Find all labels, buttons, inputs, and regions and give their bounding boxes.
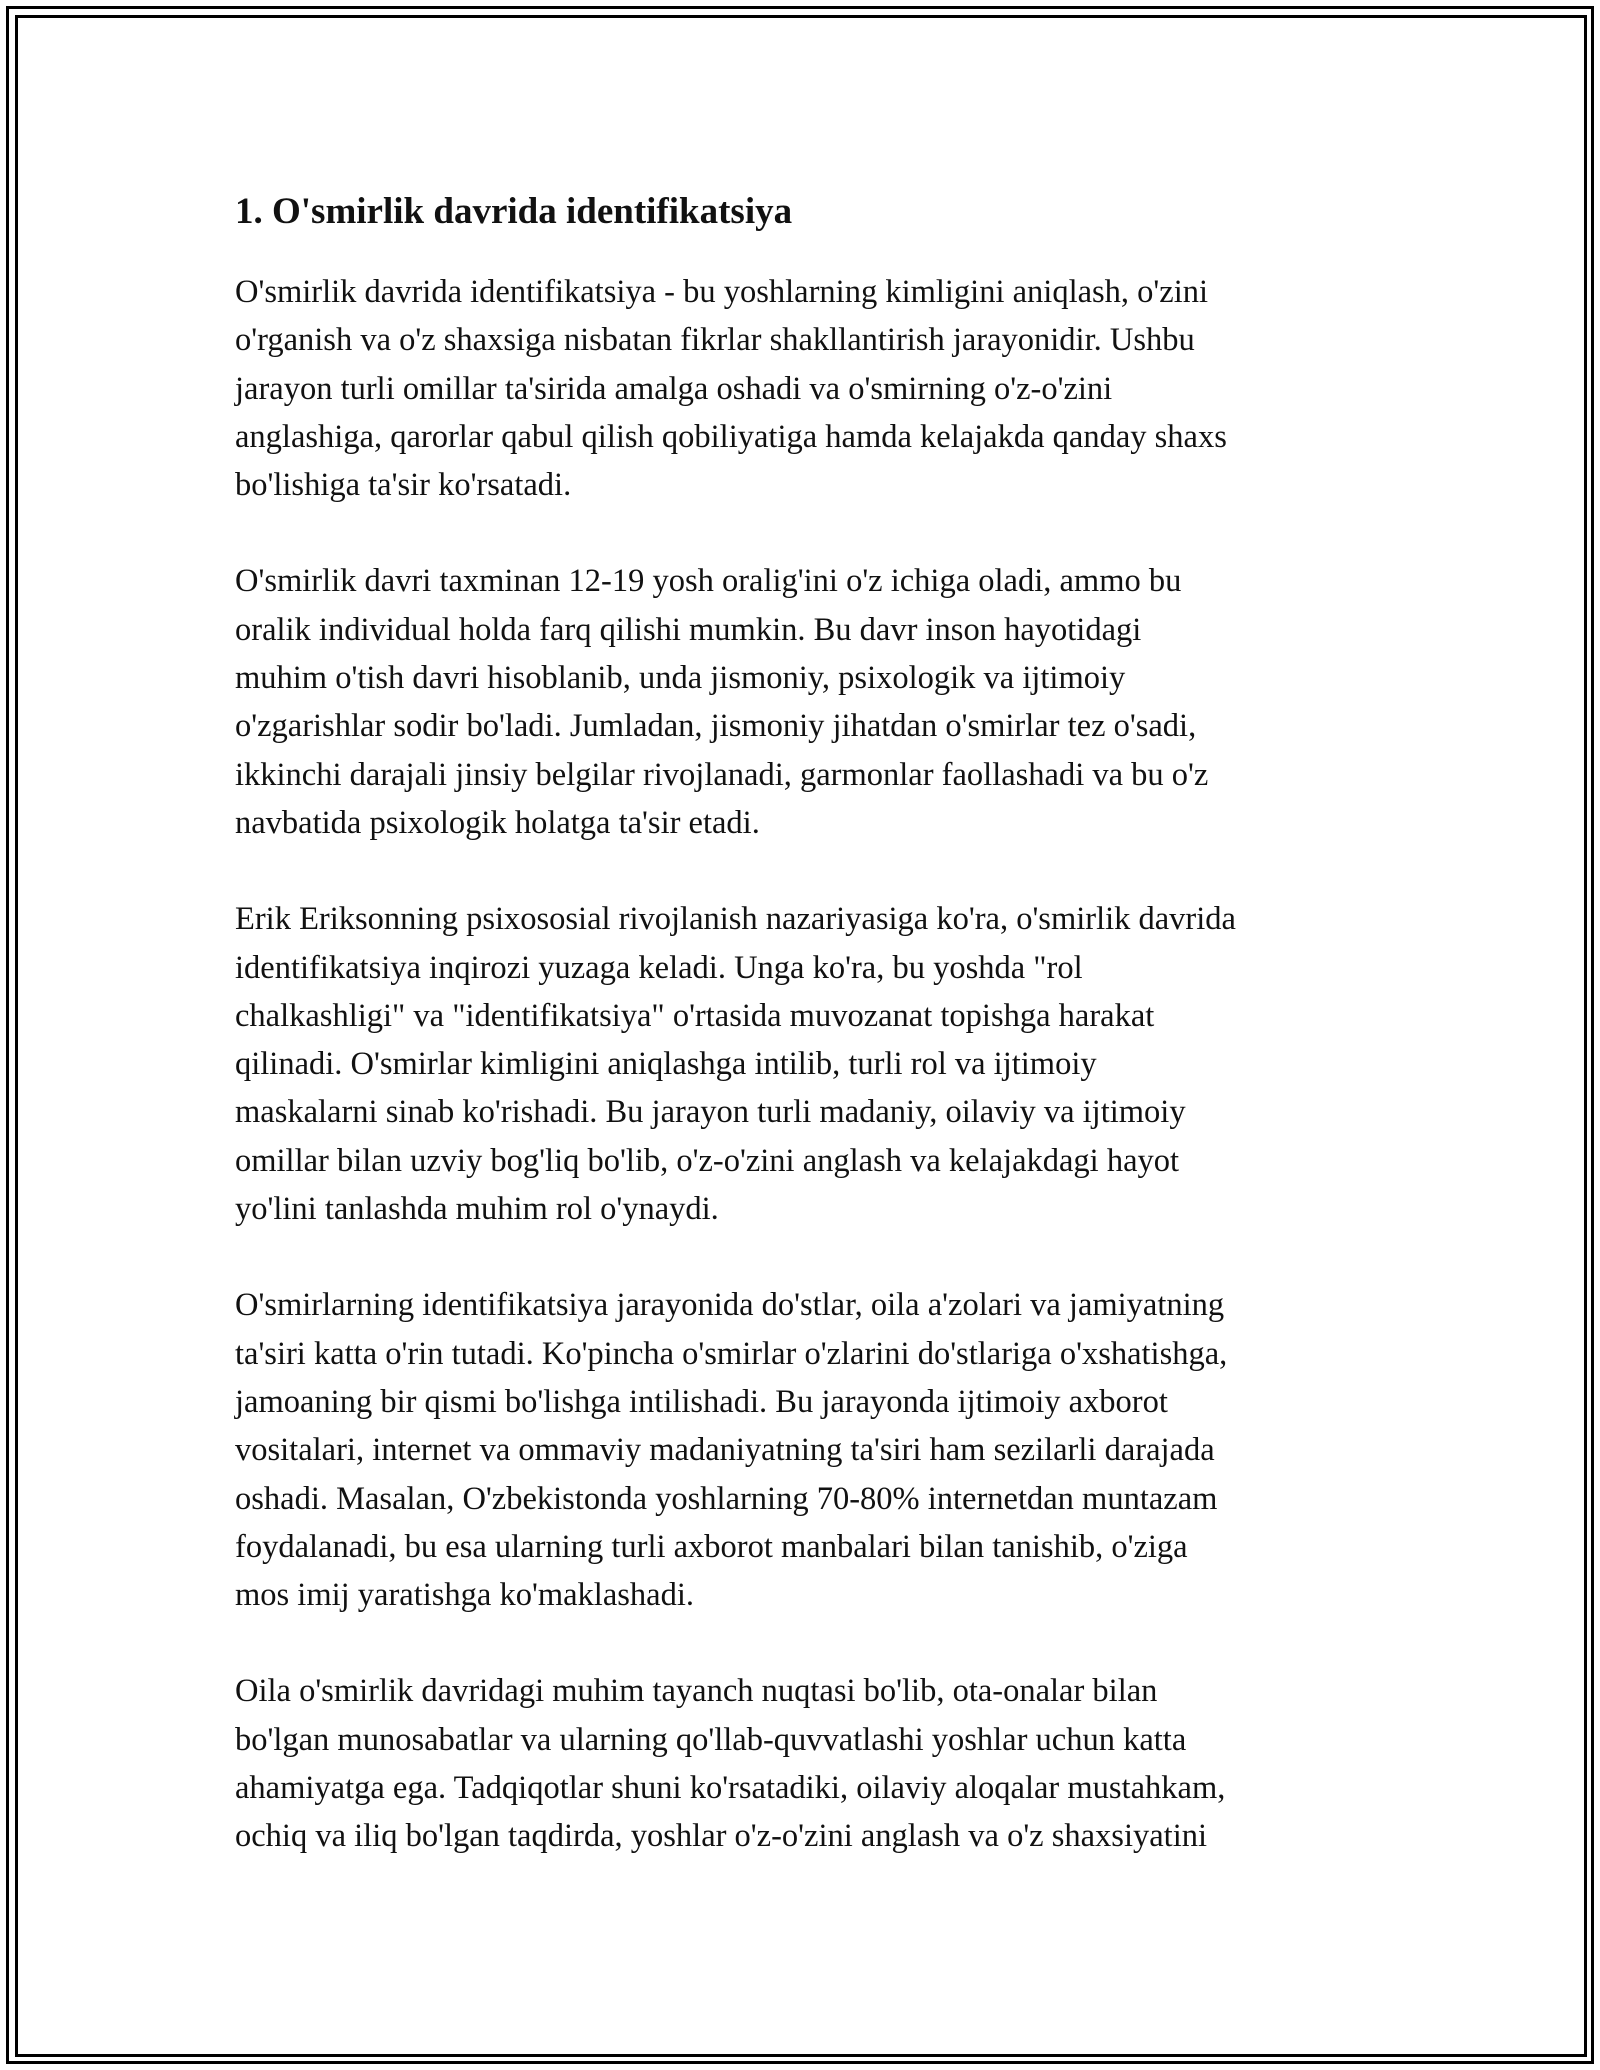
paragraph-line: O'smirlik davrida identifikatsiya - bu yoshlarning kimligini aniqlash, o'zini: [235, 274, 1209, 310]
paragraph-line: jarayon turli omillar ta'sirida amalga oshadi va o'smirning o'z-o'zini: [235, 370, 1113, 407]
paragraph-line: Erik Eriksonning psixososial rivojlanish nazariyasiga ko'ra, o'smirlik davrida: [235, 901, 1236, 938]
paragraph-line: yo'lini tanlashda muhim rol o'ynaydi.: [235, 1191, 719, 1228]
paragraph: [235, 268, 1385, 509]
paragraph-line: jamoaning bir qismi bo'lishga intilishadi. Bu jarayonda ijtimoiy axborot: [235, 1383, 1168, 1420]
paragraph-line: foydalanadi, bu esa ularning turli axborot manbalari bilan tanishib, o'ziga: [235, 1528, 1188, 1565]
paragraph-line: mos imij yaratishga ko'maklashadi.: [235, 1577, 694, 1614]
paragraph-line: muhim o'tish davri hisoblanib, unda jismoniy, psixologik va ijtimoiy: [235, 660, 1126, 697]
paragraph-line: oralik individual holda farq qilishi mumkin. Bu davr inson hayotidagi: [235, 611, 1142, 648]
paragraph-line: o'zgarishlar sodir bo'ladi. Jumladan, jismoniy jihatdan o'smirlar tez o'sadi,: [235, 708, 1197, 745]
paragraph-line: ahamiyatga ega. Tadqiqotlar shuni ko'rsatadiki, oilaviy aloqalar mustahkam,: [235, 1770, 1226, 1807]
paragraph-line: oshadi. Masalan, O'zbekistonda yoshlarning 70-80% internetdan muntazam: [235, 1480, 1218, 1517]
paragraph-line: identifikatsiya inqirozi yuzaga keladi. Unga ko'ra, bu yoshda "rol: [235, 949, 1083, 986]
paragraph-line: Oila o'smirlik davridagi muhim tayanch nuqtasi bo'lib, ota-onalar bilan: [235, 1673, 1158, 1710]
document-body: [235, 186, 1385, 1909]
paragraph: [235, 557, 1385, 847]
paragraph-line: ikkinchi darajali jinsiy belgilar rivojlanadi, garmonlar faollashadi va bu o'z: [235, 756, 1209, 793]
paragraph-line: qilinadi. O'smirlar kimligini aniqlashga intilib, turli rol va ijtimoiy: [235, 1046, 1097, 1083]
paragraph-line: chalkashligi" va "identifikatsiya" o'rtasida muvozanat topishga harakat: [235, 997, 1155, 1034]
paragraph-line: O'smirlarning identifikatsiya jarayonida do'stlar, oila a'zolari va jamiyatning: [235, 1287, 1225, 1324]
paragraph-line: ta'siri katta o'rin tutadi. Ko'pincha o'smirlar o'zlarini do'stlariga o'xshatishga,: [235, 1335, 1228, 1372]
paragraph-line: o'rganish va o'z shaxsiga nisbatan fikrlar shakllantirish jarayonidir. Ushbu: [235, 322, 1195, 359]
paragraph: [235, 1281, 1385, 1619]
paragraph-line: omillar bilan uzviy bog'liq bo'lib, o'z-o'zini anglash va kelajakdagi hayot: [235, 1142, 1180, 1179]
paragraph-line: bo'lgan munosabatlar va ularning qo'llab-quvvatlashi yoshlar uchun katta: [235, 1721, 1187, 1758]
paragraph-line: ochiq va iliq bo'lgan taqdirda, yoshlar o'z-o'zini anglash va o'z shaxsiyatini: [235, 1818, 1208, 1855]
paragraph-line: navbatida psixologik holatga ta'sir etadi.: [235, 804, 760, 841]
paragraph-line: bo'lishiga ta'sir ko'rsatadi.: [235, 467, 572, 504]
paragraph: [235, 895, 1385, 1233]
paragraph-line: O'smirlik davri taxminan 12-19 yosh oralig'ini o'z ichiga oladi, ammo bu: [235, 563, 1182, 600]
paragraph-line: maskalarni sinab ko'rishadi. Bu jarayon turli madaniy, oilaviy va ijtimoiy: [235, 1094, 1186, 1131]
paragraph: [235, 1667, 1385, 1860]
paragraph-list: [235, 268, 1385, 1861]
paragraph-line: vositalari, internet va ommaviy madaniyatning ta'siri ham sezilarli darajada: [235, 1432, 1215, 1469]
paragraph-line: anglashiga, qarorlar qabul qilish qobiliyatiga hamda kelajakda qanday shaxs: [235, 418, 1227, 455]
section-heading: 1. O'smirlik davrida identifikatsiya: [235, 191, 793, 232]
